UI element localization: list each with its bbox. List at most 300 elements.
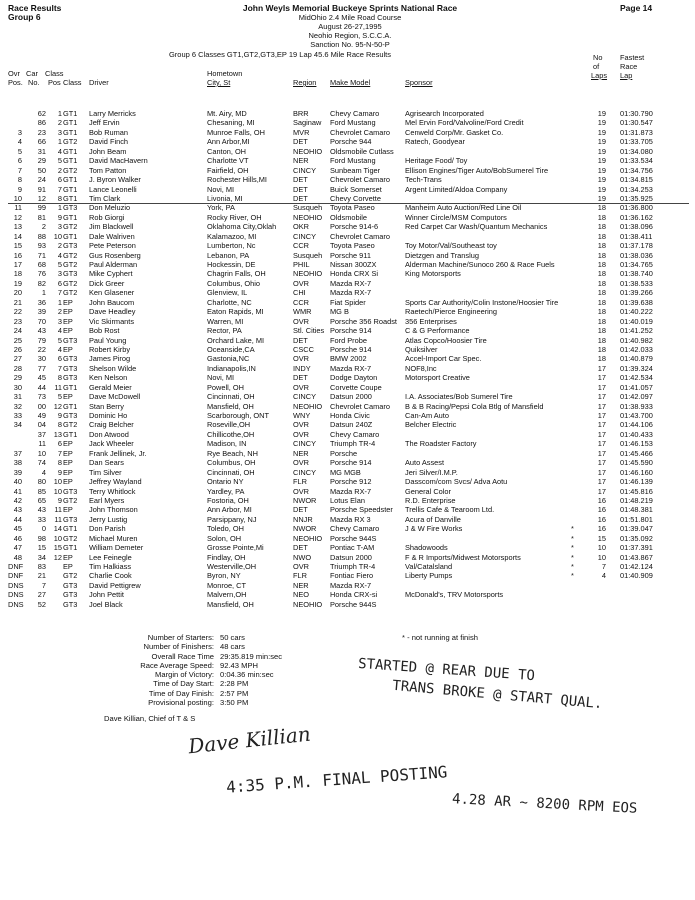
cell-driver: Dominic Ho	[89, 411, 128, 420]
cell-make-model: Chevy Camaro	[330, 429, 380, 439]
cell-laps: 18	[597, 326, 606, 336]
cell-class-pos: 13	[53, 429, 62, 439]
cell-sponsor: Toy Motor/Val/Southeast toy	[405, 241, 497, 251]
cell-region: NNJR	[293, 514, 313, 524]
cell-make-model: Porsche 914	[330, 326, 372, 336]
cell-fastest-lap: 01:43.867	[620, 552, 653, 562]
table-row	[8, 137, 688, 146]
cell-hometown: Roseville,OH	[207, 420, 251, 430]
table-row	[8, 496, 688, 505]
cell-laps: 17	[597, 467, 606, 477]
cell-fastest-lap: 01:38.411	[620, 231, 653, 241]
cell-region: Susqueh	[293, 250, 323, 260]
cell-sponsor: Mel Ervin Ford/Valvoline/Ford Credit	[405, 118, 524, 128]
cell-overall-pos: 37	[13, 448, 22, 458]
cell-overall-pos: 7	[17, 165, 22, 175]
cell-overall-pos: 27	[13, 354, 22, 364]
cell-class-pos: 6	[57, 175, 62, 185]
cell-driver: Larry Merricks	[89, 109, 136, 118]
cell-class: GT3	[63, 373, 78, 383]
cell-region: Susqueh	[293, 203, 323, 213]
cell-driver: Paul Young	[89, 335, 127, 345]
cell-driver: Charlie Cook	[89, 571, 132, 581]
cell-overall-pos: 40	[13, 477, 22, 487]
col-laps: Laps	[591, 71, 608, 80]
cell-overall-pos: 48	[13, 552, 22, 562]
cell-hometown: Toledo, OH	[207, 524, 244, 534]
cell-laps: 4	[601, 571, 606, 581]
table-row	[8, 430, 688, 439]
cell-class: GT1	[63, 146, 78, 156]
cell-class-pos: 1	[57, 109, 62, 118]
cell-sponsor: Auto Assest	[405, 458, 445, 468]
cell-class-pos: 5	[57, 392, 62, 402]
cell-driver: Dave McDowell	[89, 392, 141, 402]
cell-overall-pos: 33	[13, 411, 22, 420]
cell-car-number: 71	[37, 250, 46, 260]
cell-fastest-lap: 01:46.139	[620, 477, 653, 487]
cell-region: OVR	[293, 316, 310, 326]
col-car-no: No.	[28, 78, 40, 87]
cell-class: GT2	[63, 420, 78, 430]
cell-make-model: Triumph TR-4	[330, 562, 376, 571]
cell-laps: 17	[597, 429, 606, 439]
cell-laps: 19	[597, 165, 606, 175]
table-row	[8, 345, 688, 354]
table-row	[8, 279, 688, 288]
cell-region: CSCC	[293, 344, 314, 354]
table-row	[8, 260, 688, 269]
cell-hometown: Mansfield, OH	[207, 401, 254, 411]
cell-fastest-lap: 01:34.253	[620, 184, 653, 194]
cell-car-number: 88	[37, 231, 46, 241]
cell-overall-pos: 46	[13, 533, 22, 543]
results-table	[8, 109, 688, 609]
cell-hometown: Gastonia,NC	[207, 354, 250, 364]
cell-laps: 19	[597, 193, 606, 203]
cell-fastest-lap: 01:30.547	[620, 118, 653, 128]
cell-class-pos: 2	[57, 165, 62, 175]
cell-driver: Mike Cyphert	[89, 269, 133, 279]
cell-driver: Jack Wheeler	[89, 439, 134, 449]
cell-car-number: 15	[37, 543, 46, 553]
cell-laps: 18	[597, 231, 606, 241]
group-label: Group 6	[8, 12, 41, 22]
cell-laps: 10	[597, 552, 606, 562]
cell-fastest-lap: 01:42.124	[620, 562, 653, 571]
cell-class-pos: 10	[53, 533, 62, 543]
cell-overall-pos: 15	[13, 241, 22, 251]
cell-driver: Paul Alderman	[89, 260, 138, 269]
cell-class: GT1	[63, 109, 78, 118]
cell-hometown: Canton, OH	[207, 146, 247, 156]
col-ovr-pos: Pos.	[8, 78, 23, 87]
cell-laps: 18	[597, 316, 606, 326]
race-title: John Weyls Memorial Buckeye Sprints National Race	[242, 3, 458, 13]
cell-driver: Dan Sears	[89, 458, 124, 468]
cell-fastest-lap: 01:39.047	[620, 524, 653, 534]
cell-class: EP	[63, 552, 73, 562]
cell-class: GT3	[63, 203, 78, 213]
cell-laps: 17	[597, 392, 606, 402]
cell-laps: 18	[597, 354, 606, 364]
cell-laps: 19	[597, 118, 606, 128]
cell-region: FLR	[293, 571, 307, 581]
cell-overall-pos: 44	[13, 514, 22, 524]
cell-hometown: Parsippany, NJ	[207, 514, 257, 524]
cell-sponsor: Ellison Engines/Tiger Auto/BobSumerel Tire	[405, 165, 549, 175]
cell-make-model: MG MGB	[330, 467, 361, 477]
cell-car-number: 82	[37, 278, 46, 288]
cell-driver: David Pettigrew	[89, 580, 141, 590]
cell-overall-pos: 13	[13, 222, 22, 232]
cell-make-model: Porsche 912	[330, 477, 372, 487]
footnote: * - not running at finish	[402, 633, 478, 642]
cell-make-model: Mazda RX-7	[330, 486, 372, 496]
summary-label: Number of Finishers:	[143, 642, 214, 652]
cell-class: GT2	[63, 495, 78, 505]
cell-sponsor: NOF8,Inc	[405, 363, 437, 373]
cell-fastest-lap: 01:42.097	[620, 392, 653, 402]
cell-hometown: Ann Arbor,MI	[207, 137, 250, 147]
race-dates: August 26-27,1995	[318, 22, 382, 31]
table-row	[8, 203, 688, 212]
cell-region: OVR	[293, 486, 310, 496]
cell-fastest-lap: 01:40.982	[620, 335, 653, 345]
cell-make-model: Mazda RX-7	[330, 278, 372, 288]
region-name: Neohio Region, S.C.C.A.	[308, 31, 392, 40]
table-row	[8, 420, 688, 429]
cell-region: CCR	[293, 297, 310, 307]
cell-make-model: Triumph TR-4	[330, 439, 376, 449]
cell-sponsor: J & W Fire Works	[405, 524, 463, 534]
cell-hometown: Kalamazoo, MI	[207, 231, 257, 241]
cell-laps: 17	[597, 458, 606, 468]
cell-driver: John Beam	[89, 146, 127, 156]
cell-car-number: 91	[37, 184, 46, 194]
cell-car-number: 11	[38, 439, 46, 449]
cell-car-number: 39	[37, 307, 46, 317]
cell-class-pos: 8	[57, 193, 62, 203]
cell-class-pos: 11	[54, 514, 62, 524]
cell-driver: Terry Whitlock	[89, 486, 136, 496]
table-row	[8, 166, 688, 175]
cell-fastest-lap: 01:38.740	[620, 269, 653, 279]
cell-driver: Robert Kirby	[89, 344, 131, 354]
cell-make-model: Oldsmobile Cutlass	[330, 146, 394, 156]
summary-label: Number of Starters:	[147, 633, 214, 642]
cell-hometown: Rochester Hills,MI	[207, 175, 267, 185]
cell-make-model: Chevrolet Camaro	[330, 231, 390, 241]
col-class: Class	[45, 69, 64, 78]
cell-hometown: Westerville,OH	[207, 562, 257, 571]
cell-laps: 17	[597, 382, 606, 392]
cell-car-number: 34	[37, 552, 46, 562]
cell-fastest-lap: 01:39.638	[620, 297, 653, 307]
table-row	[8, 515, 688, 524]
cell-class-pos: 4	[57, 146, 62, 156]
cell-region: CHI	[293, 288, 306, 298]
chief-of-timing: Dave Killian, Chief of T & S	[104, 714, 196, 723]
cell-car-number: 83	[37, 562, 46, 571]
cell-car-number: 66	[37, 137, 46, 147]
col-city: City, St	[207, 78, 231, 87]
cell-sponsor: Quiksilver	[405, 344, 438, 354]
cell-overall-pos: 25	[13, 335, 22, 345]
cell-driver: Dave Headley	[89, 307, 136, 317]
cell-region: NEOHIO	[293, 599, 323, 609]
cell-fastest-lap: 01:40.222	[620, 307, 653, 317]
cell-sponsor: Dasscom/com Svcs/ Adva Aotu	[405, 477, 508, 487]
cell-class: GT2	[63, 137, 78, 147]
cell-laps: 19	[597, 137, 606, 147]
table-row	[8, 175, 688, 184]
cell-region: NEOHIO	[293, 269, 323, 279]
cell-driver: David Finch	[89, 137, 129, 147]
cell-hometown: Cincinnati, OH	[207, 467, 255, 477]
table-row	[8, 383, 688, 392]
cell-make-model: Porsche Speedster	[330, 505, 393, 515]
cell-laps: 16	[597, 495, 606, 505]
cell-laps: 17	[597, 477, 606, 487]
cell-region: DET	[293, 543, 308, 553]
cell-driver: Tim Clark	[89, 193, 121, 203]
cell-region: MVR	[293, 127, 310, 137]
cell-class: GT1	[63, 193, 78, 203]
cell-not-running-mark: *	[571, 543, 574, 553]
cell-overall-pos: 11	[14, 203, 22, 213]
sanction-number: Sanction No. 95-N-50-P	[310, 40, 390, 49]
summary-label: Time of Day Finish:	[148, 688, 214, 698]
cell-car-number: 98	[37, 533, 46, 543]
table-row	[8, 194, 688, 203]
cell-class-pos: 15	[53, 543, 62, 553]
col-make: Make Model	[330, 78, 371, 87]
cell-class: GT1	[63, 382, 78, 392]
table-row	[8, 118, 688, 127]
summary-value: 92.43 MPH	[220, 660, 258, 670]
cell-laps: 15	[597, 533, 606, 543]
cell-driver: Don Meluzio	[89, 203, 131, 213]
cell-car-number: 23	[37, 127, 46, 137]
cell-overall-pos: 42	[13, 495, 22, 505]
cell-make-model: Porsche 914	[330, 344, 372, 354]
cell-car-number: 77	[37, 363, 46, 373]
cell-class-pos: 14	[53, 524, 62, 534]
cell-class-pos: 1	[57, 203, 62, 213]
cell-hometown: Fostoria, OH	[207, 495, 249, 505]
cell-hometown: Findlay, OH	[207, 552, 246, 562]
cell-laps: 19	[597, 184, 606, 194]
cell-class-pos: 3	[57, 269, 62, 279]
cell-sponsor: The Roadster Factory	[405, 439, 477, 449]
cell-make-model: BMW 2002	[330, 354, 367, 364]
cell-car-number: 04	[37, 420, 46, 430]
cell-class-pos: 5	[57, 260, 62, 269]
cell-overall-pos: DNS	[8, 599, 24, 609]
cell-class: EP	[63, 439, 73, 449]
cell-make-model: Fiat Spider	[330, 297, 366, 307]
handwritten-rpm-note: 4.28 AR ~ 8200 RPM EOS	[451, 791, 638, 817]
cell-laps: 16	[597, 514, 606, 524]
cell-make-model: Mazda RX 3	[330, 514, 371, 524]
cell-sponsor: Alderman Machine/Sunoco 260 & Race Fuels	[405, 260, 555, 269]
cell-class-pos: 7	[57, 288, 62, 298]
summary-value: 29:35.819 min:sec	[220, 651, 283, 661]
cell-fastest-lap: 01:40.019	[620, 316, 653, 326]
cell-car-number: 73	[37, 392, 46, 402]
cell-class: GT3	[63, 599, 78, 609]
cell-overall-pos: 47	[13, 543, 22, 553]
cell-driver: Joel Black	[89, 599, 123, 609]
cell-region: NEOHIO	[293, 533, 323, 543]
cell-region: DET	[293, 505, 308, 515]
cell-class: EP	[63, 326, 73, 336]
cell-car-number: 4	[41, 467, 46, 477]
cell-driver: John Pettit	[89, 590, 124, 600]
cell-region: CINCY	[293, 165, 316, 175]
cell-overall-pos: 32	[13, 401, 22, 411]
table-row	[8, 553, 688, 562]
cell-class-pos: 7	[57, 363, 62, 373]
table-row	[8, 534, 688, 543]
cell-sponsor: Ratech, Goodyear	[405, 137, 465, 147]
cell-sponsor: F & R Imports/Midwest Motorsports	[405, 552, 521, 562]
cell-overall-pos: DNF	[8, 571, 24, 581]
cell-car-number: 68	[37, 260, 46, 269]
cell-laps: 17	[597, 448, 606, 458]
cell-fastest-lap: 01:45.590	[620, 458, 653, 468]
cell-make-model: Pontiac T-AM	[330, 543, 375, 553]
cell-region: NWOR	[293, 524, 317, 534]
table-row	[8, 411, 688, 420]
table-row	[8, 147, 688, 156]
cell-laps: 18	[597, 278, 606, 288]
cell-region: DET	[293, 373, 308, 383]
col-region: Region	[293, 78, 317, 87]
table-row	[8, 402, 688, 411]
cell-fastest-lap: 01:40.879	[620, 354, 653, 364]
cell-car-number: 24	[37, 175, 46, 185]
cell-fastest-lap: 01:38.533	[620, 278, 653, 288]
cell-laps: 17	[597, 401, 606, 411]
cell-hometown: Munroe Falls, OH	[207, 127, 265, 137]
cell-make-model: Ford Mustang	[330, 156, 376, 166]
cell-overall-pos: 29	[13, 373, 22, 383]
cell-laps: 18	[597, 307, 606, 317]
cell-hometown: Chillicothe,OH	[207, 429, 255, 439]
cell-region: BRR	[293, 109, 309, 118]
cell-car-number: 30	[37, 354, 46, 364]
cell-laps: 16	[597, 505, 606, 515]
cell-laps: 18	[597, 241, 606, 251]
cell-class: EP	[63, 467, 73, 477]
table-row	[8, 581, 688, 590]
cell-driver: Jim Blackwell	[89, 222, 134, 232]
cell-sponsor: Motorsport Creative	[405, 373, 470, 383]
cell-driver: Shelson Wilde	[89, 363, 137, 373]
summary-value: 2:28 PM	[220, 679, 249, 689]
cell-driver: Vic Skirmants	[89, 316, 135, 326]
table-row	[8, 562, 688, 571]
cell-car-number: 93	[37, 241, 46, 251]
cell-car-number: 00	[37, 401, 46, 411]
cell-region: NEOHIO	[293, 146, 323, 156]
col-driver: Driver	[89, 78, 109, 87]
cell-fastest-lap: 01:42.033	[620, 344, 653, 354]
table-row	[8, 241, 688, 250]
cell-make-model: Ford Mustang	[330, 118, 376, 128]
cell-class-pos: 12	[53, 552, 62, 562]
cell-fastest-lap: 01:46.153	[620, 439, 653, 449]
cell-sponsor: Jeri Silver/I.M.P.	[405, 467, 458, 477]
table-row	[8, 288, 688, 297]
cell-hometown: Malvern,OH	[207, 590, 247, 600]
cell-laps: 18	[597, 212, 606, 222]
cell-laps: 19	[597, 109, 606, 118]
col-sponsor: Sponsor	[405, 78, 433, 87]
table-row	[8, 392, 688, 401]
cell-driver: J. Byron Walker	[89, 175, 141, 185]
cell-sponsor: B & B Racing/Pepsi Cola Btlg of Mansfield	[405, 401, 544, 411]
summary-value: 3:50 PM	[220, 698, 249, 708]
cell-region: CINCY	[293, 392, 316, 402]
cell-sponsor: Sports Car Authority/Colin Instone/Hoosier Tire	[405, 297, 559, 307]
cell-hometown: Warren, MI	[207, 316, 244, 326]
cell-class: EP	[63, 448, 73, 458]
cell-laps: 17	[597, 411, 606, 420]
cell-hometown: Mansfield, OH	[207, 599, 254, 609]
cell-laps: 7	[601, 562, 606, 571]
cell-sponsor: Cenweld Corp/Mr. Gasket Co.	[405, 127, 504, 137]
cell-overall-pos: 39	[13, 467, 22, 477]
cell-laps: 19	[597, 146, 606, 156]
cell-fastest-lap: 01:38.096	[620, 222, 653, 232]
cell-hometown: Rector, PA	[207, 326, 242, 336]
cell-class-pos: 6	[57, 354, 62, 364]
cell-laps: 16	[597, 524, 606, 534]
table-row	[8, 109, 688, 118]
cell-overall-pos: 18	[13, 269, 22, 279]
table-row	[8, 449, 688, 458]
cell-hometown: Rocky River, OH	[207, 212, 262, 222]
cell-overall-pos: DNS	[8, 590, 24, 600]
cell-driver: Pete Peterson	[89, 241, 136, 251]
cell-car-number: 27	[37, 590, 46, 600]
cell-driver: Stan Berry	[89, 401, 124, 411]
handwritten-note-line1: STARTED @ REAR DUE TO	[357, 655, 536, 685]
cell-car-number: 44	[37, 382, 46, 392]
report-label: Race Results	[8, 3, 62, 13]
cell-hometown: Novi, MI	[207, 373, 235, 383]
cell-class: EP	[63, 297, 73, 307]
cell-make-model: Mazda RX-7	[330, 580, 372, 590]
cell-class-pos: 6	[57, 439, 62, 449]
cell-make-model: Buick Somerset	[330, 184, 382, 194]
cell-class: GT3	[63, 580, 78, 590]
cell-car-number: 52	[37, 599, 46, 609]
cell-class-pos: 6	[57, 278, 62, 288]
cell-make-model: Porsche 911	[330, 250, 371, 260]
cell-class-pos: 7	[57, 448, 62, 458]
cell-class-pos: 7	[57, 184, 62, 194]
cell-sponsor: Can-Am Auto	[405, 411, 449, 420]
table-row	[8, 590, 688, 599]
cell-laps: 18	[597, 335, 606, 345]
table-row	[8, 317, 688, 326]
cell-region: NWO	[293, 552, 312, 562]
summary-label: Race Average Speed:	[140, 660, 214, 670]
